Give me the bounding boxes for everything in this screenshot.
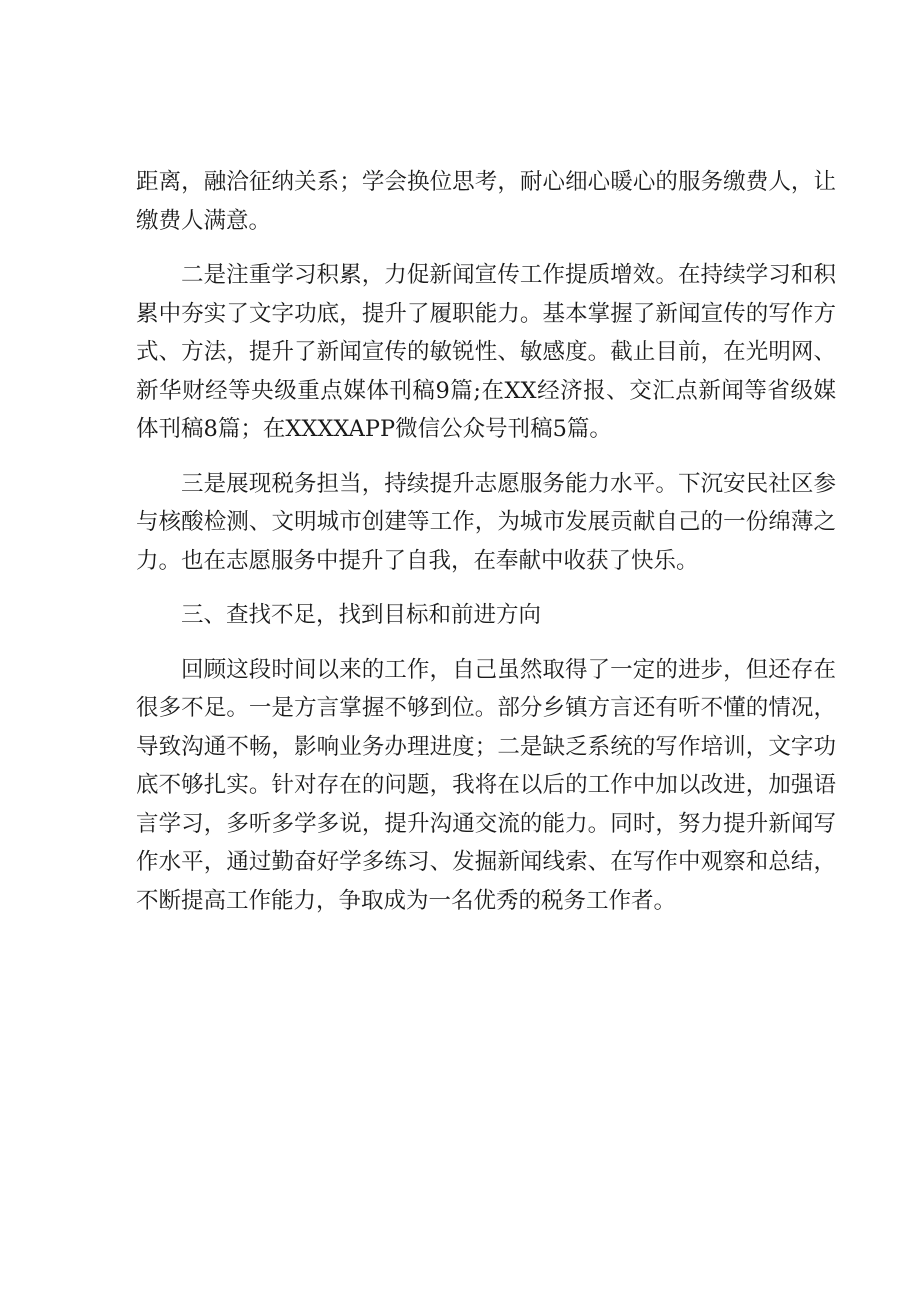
- paragraph-review: 回顾这段时间以来的工作，自己虽然取得了一定的进步，但还存在很多不足。一是方言掌握不够到位。部分乡镇方言还有听不懂的情况，导致沟通不畅，影响业务办理进度；二是缺乏系统的写作培训，文字功底不够扎实。针对存在的问题，我将在以后的工作中加以改进，加强语言学习，多听多学多说，提升沟通交流的能力。同时，努力提升新闻写作水平，通过勤奋好学多练习、发掘新闻线索、在写作中观察和总结，不断提高工作能力，争取成为一名优秀的税务工作者。: [136, 656, 836, 914]
- paragraph-point-three: 三是展现税务担当，持续提升志愿服务能力水平。下沉安民社区参与核酸检测、文明城市创建等工作，为城市发展贡献自己的一份绵薄之力。也在志愿服务中提升了自我，在奉献中收获了快乐。: [136, 470, 836, 574]
- section-heading: 三、查找不足，找到目标和前进方向: [181, 602, 542, 628]
- paragraph-continuation: 距离，融洽征纳关系；学会换位思考，耐心细心暖心的服务缴费人，让缴费人满意。: [136, 169, 836, 234]
- paragraph-point-two: 二是注重学习积累，力促新闻宣传工作提质增效。在持续学习和积累中夯实了文字功底，提升了履职能力。基本掌握了新闻宣传的写作方式、方法，提升了新闻宣传的敏锐性、敏感度。截止目前，在光明网、新华财经等央级重点媒体刊稿9篇;在XX经济报、交汇点新闻等省级媒体刊稿8篇；在XXXXAPP微信公众号刊稿5篇。: [136, 262, 836, 442]
- document-body: [136, 163, 836, 920]
